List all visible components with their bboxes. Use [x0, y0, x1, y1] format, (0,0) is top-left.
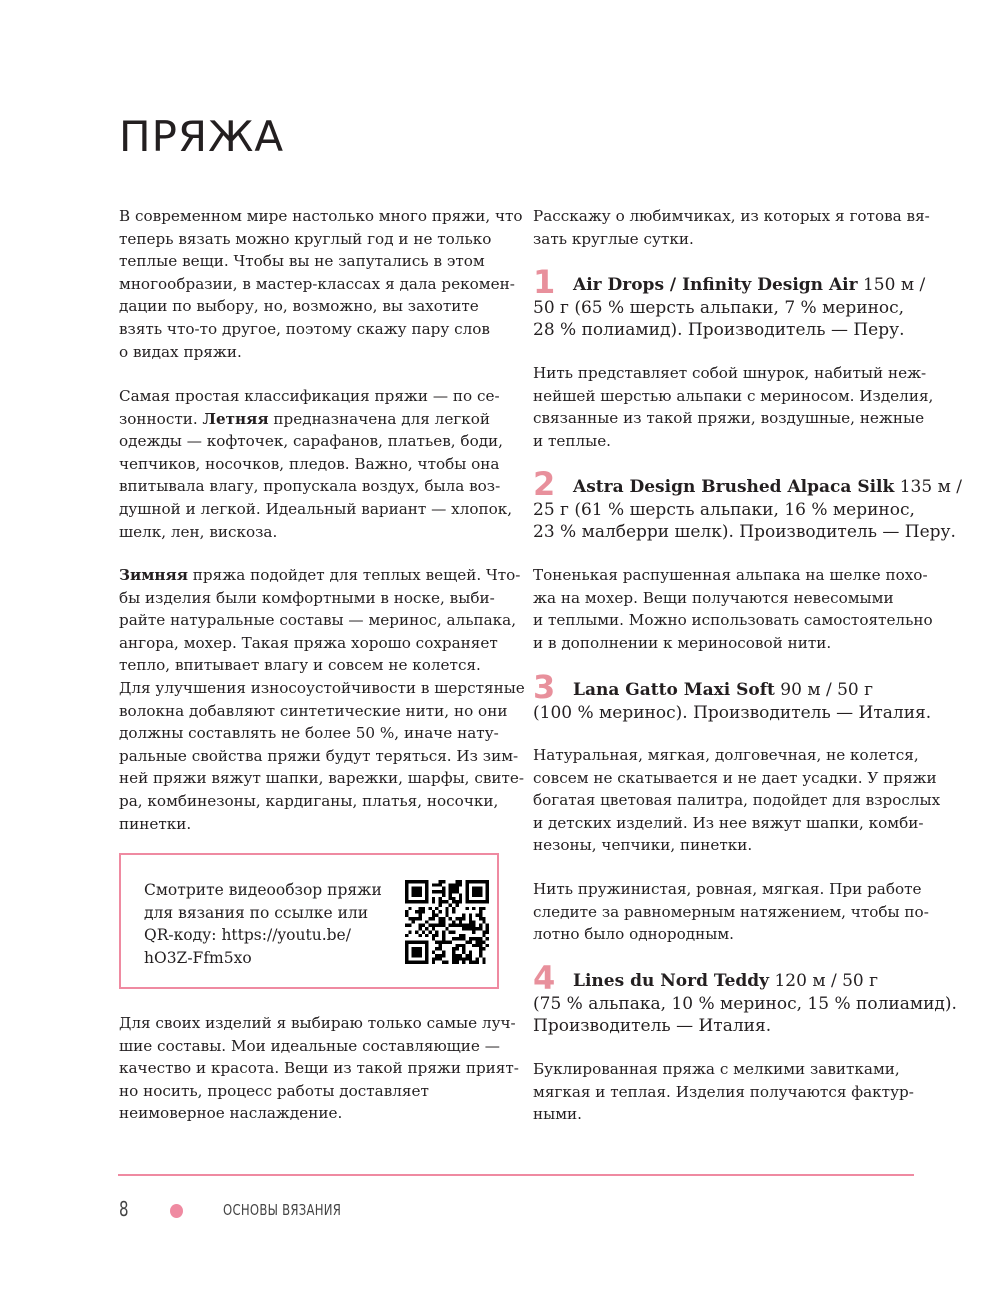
text-line: но носить, процесс работы доставляет	[119, 1081, 429, 1100]
text-line: качество и красота. Вещи из такой пряжи прият-	[119, 1059, 519, 1078]
page-number: 8	[119, 1197, 129, 1221]
yarn-name: Air Drops / Infinity Design Air	[573, 275, 858, 295]
yarn-item-heading	[533, 465, 962, 544]
heading-line	[533, 263, 926, 301]
qr-text-line: hO3Z-Ffm5xo	[144, 948, 252, 967]
yarn-spec-line: 25 г (61 % шерсть альпаки, 16 % меринос,	[533, 499, 915, 520]
text-line: Расскажу о любимчиках, из которых я готова вя-	[533, 207, 930, 225]
paragraph	[119, 385, 512, 543]
text-line: многообразии, в мастер-классах я дала рекомен-	[119, 274, 515, 293]
bold-term: Зимняя	[119, 566, 188, 584]
text-line: В современном мире настолько много пряжи, что	[119, 207, 523, 225]
text-line: Нить представляет собой шнурок, набитый неж-	[533, 364, 927, 382]
text-line	[119, 564, 525, 587]
section-title: ОСНОВЫ ВЯЗАНИЯ	[223, 1201, 342, 1219]
text-line: теперь вязать можно круглый год и не только	[119, 229, 492, 248]
yarn-item-heading	[533, 668, 932, 724]
text-line: душной и легкой. Идеальный вариант — хлопок,	[119, 499, 513, 518]
text-line: связанные из такой пряжи, воздушные, нежные	[533, 409, 925, 428]
yarn-spec: 90 м / 50 г	[774, 680, 874, 700]
text-line: и в дополнении к мериносовой нити.	[533, 633, 832, 652]
text-line: и теплыми. Можно использовать самостоятельно	[533, 611, 933, 630]
text-line	[119, 408, 512, 431]
text-line: Для своих изделий я выбираю только самые луч-	[119, 1014, 516, 1032]
qr-text-line: QR-коду: https://youtu.be/	[144, 926, 351, 945]
text-line: шие составы. Мои идеальные составляющие —	[119, 1036, 500, 1055]
yarn-spec-line: 23 % малберри шелк). Производитель — Перу.	[533, 522, 956, 543]
yarn-description	[533, 744, 940, 857]
text-line: впитывала влагу, пропускала воздух, была воз-	[119, 477, 501, 496]
yarn-spec: 120 м / 50 г	[769, 971, 879, 991]
text-line: должны составлять не более 50 %, иначе нату-	[119, 724, 499, 743]
yarn-description	[533, 564, 933, 654]
text-line: совсем не скатывается и не дает усадки. У пряжи	[533, 768, 937, 787]
text-line: Тоненькая распушенная альпака на шелке похо-	[533, 566, 928, 584]
item-number: 4	[533, 959, 556, 997]
item-number: 3	[533, 668, 556, 706]
text-line: ангора, мохер. Такая пряжа хорошо сохраняет	[119, 633, 498, 652]
text-line: Буклированная пряжа с мелкими завитками,	[533, 1060, 900, 1078]
yarn-spec-line: (75 % альпака, 10 % меринос, 15 % полиамид).	[533, 993, 957, 1014]
text-line: о видах пряжи.	[119, 342, 242, 361]
line-post: пряжа подойдет для теплых вещей. Что-	[187, 566, 521, 584]
yarn-spec-line: (100 % меринос). Производитель — Италия.	[533, 702, 932, 723]
text-line: ней пряжи вяжут шапки, варежки, шарфы, свите-	[119, 769, 525, 788]
qr-code-icon[interactable]	[405, 880, 489, 964]
heading-line	[533, 668, 931, 706]
intro-paragraph	[533, 205, 930, 250]
bold-term: Летняя	[202, 409, 269, 428]
yarn-description	[533, 362, 933, 452]
text-line: теплые вещи. Чтобы вы не запутались в этом	[119, 252, 485, 271]
text-line: мягкая и теплая. Изделия получаются фактур-	[533, 1082, 914, 1101]
yarn-description	[533, 878, 929, 946]
yarn-name: Astra Design Brushed Alpaca Silk	[573, 477, 895, 497]
qr-text-line: для вязания по ссылке или	[144, 903, 369, 922]
text-line: чепчиков, носочков, пледов. Важно, чтобы она	[119, 454, 500, 473]
yarn-item-heading	[533, 959, 957, 1038]
text-line: неимоверное наслаждение.	[119, 1104, 343, 1123]
text-line: Нить пружинистая, ровная, мягкая. При работе	[533, 880, 922, 898]
text-line: ральные свойства пряжи будут теряться. Из зим-	[119, 746, 519, 765]
yarn-item-heading	[533, 263, 926, 342]
text-line: Самая простая классификация пряжи — по се-	[119, 387, 500, 405]
heading-line	[533, 465, 962, 503]
footer-dot-icon	[170, 1204, 183, 1218]
text-line: незоны, чепчики, пинетки.	[533, 836, 753, 855]
text-line: зать круглые сутки.	[533, 229, 694, 248]
text-line: волокна добавляют синтетические нити, но они	[119, 701, 508, 720]
qr-callout-text	[144, 879, 382, 969]
line-pre: зонности.	[119, 409, 203, 428]
yarn-spec: 150 м /	[857, 275, 926, 295]
text-line: шелк, лен, вискоза.	[119, 522, 278, 541]
qr-text-line: Смотрите видеообзор пряжи	[144, 881, 382, 899]
paragraph	[119, 1012, 519, 1125]
text-line: райте натуральные составы — меринос, альпака,	[119, 611, 517, 630]
text-line: следите за равномерным натяжением, чтобы по-	[533, 902, 929, 921]
text-line: богатая цветовая палитра, подойдет для взрослых	[533, 791, 941, 810]
text-line: бы изделия были комфортными в носке, выби-	[119, 588, 495, 607]
footer-divider	[118, 1174, 914, 1176]
paragraph	[119, 564, 525, 835]
yarn-name: Lana Gatto Maxi Soft	[573, 680, 775, 700]
text-line: тепло, впитывает влагу и совсем не колется.	[119, 656, 481, 675]
item-number: 2	[533, 465, 556, 503]
yarn-spec-line: Производитель — Италия.	[533, 1016, 772, 1037]
text-line: Для улучшения износоустойчивости в шерстяные	[119, 678, 525, 697]
text-line: взять что-то другое, поэтому скажу пару слов	[119, 319, 490, 338]
text-line: пинетки.	[119, 814, 192, 833]
yarn-spec-line: 28 % полиамид). Производитель — Перу.	[533, 320, 905, 341]
qr-callout-box	[119, 853, 499, 989]
yarn-description	[533, 1058, 914, 1126]
text-line: дации по выбору, но, возможно, вы захотите	[119, 297, 479, 316]
text-line: Натуральная, мягкая, долговечная, не колется,	[533, 746, 919, 764]
text-line: одежды — кофточек, сарафанов, платьев, боди,	[119, 432, 504, 451]
text-line: и теплые.	[533, 431, 612, 450]
text-line: нейшей шерстью альпаки с мериносом. Изделия,	[533, 386, 934, 405]
text-line: жа на мохер. Вещи получаются невесомыми	[533, 588, 894, 607]
text-line: ра, комбинезоны, кардиганы, платья, носочки,	[119, 791, 499, 810]
page-title: ПРЯЖА	[119, 112, 285, 161]
yarn-name: Lines du Nord Teddy	[573, 971, 770, 991]
paragraph	[119, 205, 523, 363]
item-number: 1	[533, 263, 556, 301]
line-post: предназначена для легкой	[268, 409, 491, 428]
text-line: ными.	[533, 1105, 582, 1124]
yarn-spec-line: 50 г (65 % шерсть альпаки, 7 % меринос,	[533, 297, 905, 318]
heading-line	[533, 959, 957, 997]
text-line: и детских изделий. Из нее вяжут шапки, комби-	[533, 813, 924, 832]
yarn-spec: 135 м /	[894, 477, 962, 497]
text-line: лотно было однородным.	[533, 925, 734, 944]
